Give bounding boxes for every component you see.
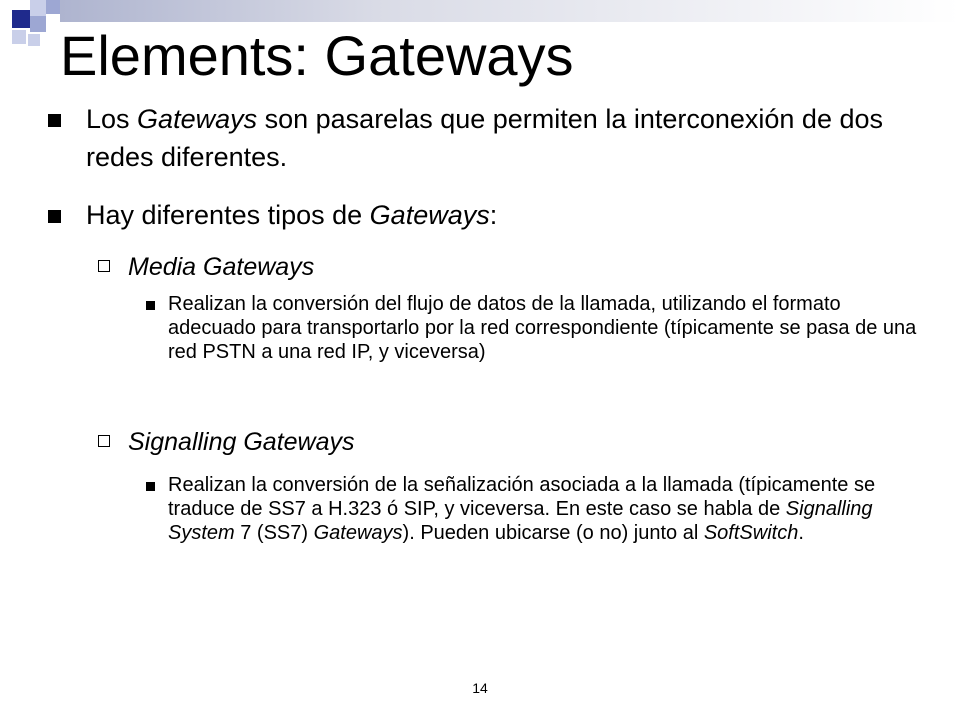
square-bullet-icon xyxy=(48,114,61,127)
square-bullet-icon xyxy=(146,482,155,491)
band-gradient xyxy=(60,0,960,22)
deco-square-3 xyxy=(46,0,60,14)
bullet-text xyxy=(86,100,928,176)
hollow-box-bullet-icon xyxy=(98,260,110,272)
bullet-text xyxy=(86,196,928,234)
page-number: 14 xyxy=(472,680,488,696)
slide-title: Elements: Gateways xyxy=(60,24,574,87)
bullet-gateway-types xyxy=(48,196,928,234)
bullet-gateways-definition xyxy=(48,100,928,176)
italic-text-segment: SoftSwitch xyxy=(703,522,799,544)
text-segment: Realizan la conversión de la señalización asociada a la llamada (típicamente se traduce de SS7 a H.323 ó SIP, y viceversa. En este caso se habla de xyxy=(168,474,876,520)
deco-square-2 xyxy=(30,0,46,16)
square-bullet-icon xyxy=(146,301,155,310)
italic-text-segment: Gateways xyxy=(369,200,490,230)
text-segment: Realizan la conversión del flujo de datos de la llamada, utilizando el formato adecuado para transportarlo por la red correspondiente (típicamente se pasa de una red PSTN a una red IP, y viceversa) xyxy=(168,293,917,363)
text-segment: ). Pueden ubicarse (o no) junto al xyxy=(402,522,704,544)
text-segment: son pasarelas que permiten la interconexión de dos redes diferentes. xyxy=(86,104,884,172)
deco-square-4 xyxy=(30,16,46,32)
hollow-box-bullet-icon xyxy=(98,435,110,447)
subsection-heading: Signalling Gateways xyxy=(128,428,355,456)
subsection-signalling-gateways xyxy=(98,427,355,457)
signalling-gateways-detail xyxy=(146,473,926,545)
text-segment: 7 (SS7) xyxy=(234,522,314,544)
subsection-heading: Media Gateways xyxy=(128,253,315,281)
italic-text-segment: Signalling System xyxy=(168,498,873,544)
text-segment: : xyxy=(489,200,498,230)
square-bullet-icon xyxy=(48,210,61,223)
detail-text xyxy=(168,473,926,545)
text-segment: Hay diferentes tipos de xyxy=(86,200,370,230)
deco-square-6 xyxy=(28,34,40,46)
text-segment: Los xyxy=(86,104,138,134)
deco-square-1 xyxy=(12,10,30,28)
italic-text-segment: Gateways xyxy=(313,522,403,544)
text-segment: . xyxy=(798,522,804,544)
detail-text xyxy=(168,292,926,364)
deco-square-5 xyxy=(12,30,26,44)
media-gateways-detail xyxy=(146,292,926,364)
subsection-media-gateways xyxy=(98,252,314,282)
italic-text-segment: Gateways xyxy=(137,104,258,134)
